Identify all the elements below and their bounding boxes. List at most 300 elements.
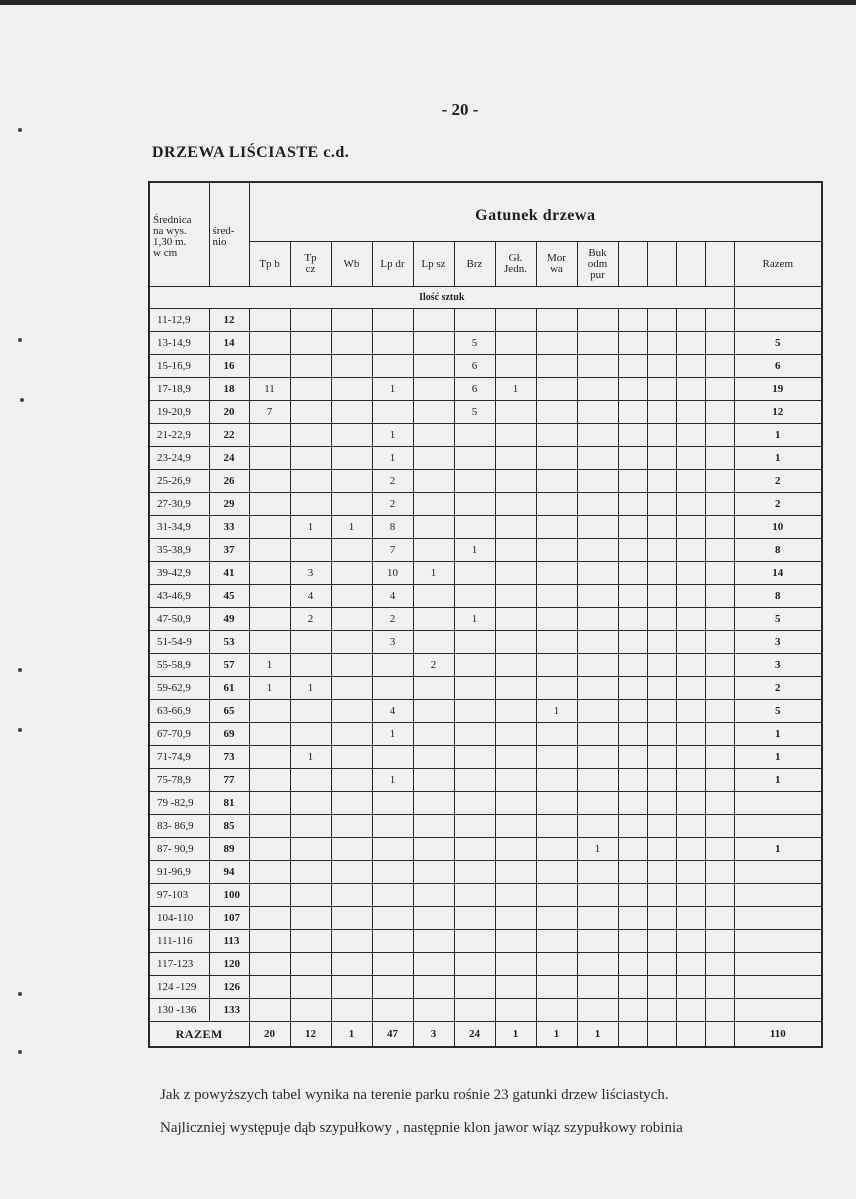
species-count: 1 bbox=[454, 539, 495, 562]
species-count bbox=[705, 309, 734, 332]
species-count bbox=[290, 424, 331, 447]
diameter-range: 67-70,9 bbox=[149, 723, 209, 746]
species-count bbox=[372, 654, 413, 677]
species-count: 1 bbox=[372, 769, 413, 792]
average-diameter: 12 bbox=[209, 309, 249, 332]
diameter-header-line: 1,30 m. bbox=[153, 235, 187, 248]
species-count: 1 bbox=[372, 378, 413, 401]
row-total bbox=[734, 792, 822, 815]
species-count: 1 bbox=[372, 723, 413, 746]
species-header bbox=[536, 242, 577, 287]
species-count bbox=[647, 723, 676, 746]
species-count: 8 bbox=[372, 516, 413, 539]
species-count bbox=[577, 700, 618, 723]
average-diameter: 133 bbox=[209, 999, 249, 1022]
species-count bbox=[705, 999, 734, 1022]
species-count bbox=[454, 723, 495, 746]
average-diameter: 100 bbox=[209, 884, 249, 907]
species-count bbox=[495, 493, 536, 516]
species-total bbox=[705, 1022, 734, 1048]
species-count bbox=[705, 677, 734, 700]
species-count bbox=[331, 631, 372, 654]
species-count bbox=[454, 746, 495, 769]
species-count: 2 bbox=[372, 493, 413, 516]
species-count bbox=[676, 539, 705, 562]
row-total: 2 bbox=[734, 493, 822, 516]
species-count bbox=[705, 539, 734, 562]
species-count bbox=[577, 631, 618, 654]
species-count bbox=[705, 700, 734, 723]
species-count bbox=[290, 815, 331, 838]
species-count bbox=[536, 401, 577, 424]
diameter-range: 55-58,9 bbox=[149, 654, 209, 677]
species-count bbox=[647, 746, 676, 769]
species-header-line: odm bbox=[587, 257, 608, 270]
species-count bbox=[413, 792, 454, 815]
average-diameter: 45 bbox=[209, 585, 249, 608]
species-count bbox=[647, 562, 676, 585]
species-count bbox=[495, 332, 536, 355]
species-count bbox=[618, 861, 647, 884]
species-header bbox=[249, 242, 290, 287]
diameter-range: 79 -82,9 bbox=[149, 792, 209, 815]
species-count: 1 bbox=[249, 677, 290, 700]
species-count bbox=[705, 447, 734, 470]
species-count: 2 bbox=[413, 654, 454, 677]
row-total: 8 bbox=[734, 585, 822, 608]
species-count bbox=[495, 999, 536, 1022]
species-count: 7 bbox=[372, 539, 413, 562]
species-count bbox=[577, 332, 618, 355]
diameter-range: 91-96,9 bbox=[149, 861, 209, 884]
species-count bbox=[249, 332, 290, 355]
species-count bbox=[290, 309, 331, 332]
species-count bbox=[454, 999, 495, 1022]
species-count bbox=[454, 861, 495, 884]
table-row bbox=[149, 424, 822, 447]
average-diameter: 22 bbox=[209, 424, 249, 447]
species-count bbox=[618, 539, 647, 562]
diameter-range: 51-54-9 bbox=[149, 631, 209, 654]
species-total: 12 bbox=[290, 1022, 331, 1048]
species-count bbox=[454, 447, 495, 470]
species-count bbox=[676, 447, 705, 470]
table-row bbox=[149, 792, 822, 815]
species-count bbox=[495, 700, 536, 723]
average-header bbox=[209, 182, 249, 287]
scan-speck bbox=[18, 1050, 22, 1054]
table-row bbox=[149, 677, 822, 700]
row-total bbox=[734, 861, 822, 884]
species-count bbox=[413, 953, 454, 976]
species-count bbox=[536, 493, 577, 516]
species-count bbox=[331, 700, 372, 723]
species-count bbox=[372, 815, 413, 838]
species-count bbox=[536, 838, 577, 861]
species-count: 7 bbox=[249, 401, 290, 424]
species-header bbox=[577, 242, 618, 287]
species-count bbox=[495, 677, 536, 700]
average-diameter: 26 bbox=[209, 470, 249, 493]
species-count bbox=[290, 378, 331, 401]
species-count: 1 bbox=[372, 447, 413, 470]
table-row bbox=[149, 930, 822, 953]
species-count bbox=[331, 861, 372, 884]
species-count bbox=[413, 608, 454, 631]
average-diameter: 33 bbox=[209, 516, 249, 539]
species-count bbox=[705, 746, 734, 769]
species-count bbox=[705, 907, 734, 930]
species-count bbox=[249, 539, 290, 562]
species-count bbox=[290, 355, 331, 378]
diameter-range: 21-22,9 bbox=[149, 424, 209, 447]
species-count bbox=[249, 631, 290, 654]
species-count bbox=[676, 930, 705, 953]
row-total: 3 bbox=[734, 654, 822, 677]
species-count bbox=[705, 378, 734, 401]
average-diameter: 81 bbox=[209, 792, 249, 815]
species-count bbox=[577, 884, 618, 907]
species-count: 4 bbox=[372, 700, 413, 723]
row-total bbox=[734, 815, 822, 838]
species-count bbox=[536, 332, 577, 355]
species-count bbox=[249, 608, 290, 631]
species-header-line: Lp sz bbox=[421, 257, 446, 270]
species-count bbox=[495, 585, 536, 608]
species-count bbox=[249, 585, 290, 608]
species-count bbox=[577, 355, 618, 378]
species-count bbox=[676, 470, 705, 493]
species-count bbox=[577, 999, 618, 1022]
species-count bbox=[647, 930, 676, 953]
species-count bbox=[705, 631, 734, 654]
grand-total: 110 bbox=[734, 1022, 822, 1048]
species-count bbox=[536, 424, 577, 447]
species-header-line: Brz bbox=[466, 257, 483, 270]
diameter-range: 104-110 bbox=[149, 907, 209, 930]
species-count bbox=[331, 401, 372, 424]
species-total: 47 bbox=[372, 1022, 413, 1048]
species-count bbox=[618, 608, 647, 631]
species-count bbox=[495, 907, 536, 930]
row-total: 14 bbox=[734, 562, 822, 585]
species-count bbox=[647, 769, 676, 792]
species-count bbox=[536, 608, 577, 631]
species-count bbox=[647, 677, 676, 700]
species-count bbox=[290, 470, 331, 493]
species-count bbox=[249, 746, 290, 769]
scan-speck bbox=[18, 338, 22, 342]
species-count bbox=[676, 562, 705, 585]
species-count: 1 bbox=[413, 562, 454, 585]
average-diameter: 41 bbox=[209, 562, 249, 585]
species-count bbox=[495, 792, 536, 815]
diameter-range: 13-14,9 bbox=[149, 332, 209, 355]
species-count bbox=[647, 355, 676, 378]
species-count bbox=[618, 378, 647, 401]
species-count bbox=[676, 355, 705, 378]
footer-line-2: Najliczniej występuje dąb szypułkowy , następnie klon jawor wiąz szypułkowy robinia bbox=[160, 1120, 683, 1136]
average-diameter: 94 bbox=[209, 861, 249, 884]
species-count bbox=[331, 792, 372, 815]
species-count bbox=[536, 585, 577, 608]
species-count bbox=[536, 907, 577, 930]
total-header: Razem bbox=[734, 242, 822, 287]
table-row bbox=[149, 470, 822, 493]
average-diameter: 89 bbox=[209, 838, 249, 861]
row-total: 2 bbox=[734, 677, 822, 700]
diameter-range: 25-26,9 bbox=[149, 470, 209, 493]
species-count bbox=[536, 746, 577, 769]
species-count bbox=[290, 884, 331, 907]
species-count bbox=[290, 953, 331, 976]
species-count bbox=[647, 332, 676, 355]
species-count bbox=[413, 930, 454, 953]
species-count bbox=[676, 378, 705, 401]
species-count bbox=[372, 838, 413, 861]
table-row bbox=[149, 355, 822, 378]
species-count bbox=[618, 746, 647, 769]
species-count bbox=[454, 769, 495, 792]
species-count bbox=[577, 539, 618, 562]
species-count bbox=[331, 562, 372, 585]
species-count bbox=[413, 769, 454, 792]
average-diameter: 49 bbox=[209, 608, 249, 631]
species-count bbox=[618, 470, 647, 493]
species-count bbox=[705, 792, 734, 815]
species-count bbox=[290, 792, 331, 815]
species-count bbox=[372, 309, 413, 332]
species-count bbox=[372, 746, 413, 769]
species-count bbox=[577, 723, 618, 746]
species-count bbox=[676, 493, 705, 516]
table-row bbox=[149, 953, 822, 976]
species-group-header: Gatunek drzewa bbox=[249, 182, 822, 242]
species-total: 1 bbox=[536, 1022, 577, 1048]
species-count: 1 bbox=[290, 677, 331, 700]
species-count: 1 bbox=[454, 608, 495, 631]
species-count bbox=[249, 769, 290, 792]
average-diameter: 107 bbox=[209, 907, 249, 930]
species-count: 1 bbox=[372, 424, 413, 447]
species-count bbox=[705, 562, 734, 585]
species-count bbox=[676, 999, 705, 1022]
species-count bbox=[249, 424, 290, 447]
species-count bbox=[618, 769, 647, 792]
species-count bbox=[331, 608, 372, 631]
species-count bbox=[577, 746, 618, 769]
species-count bbox=[372, 792, 413, 815]
scan-speck bbox=[20, 398, 24, 402]
species-count bbox=[705, 585, 734, 608]
diameter-range: 27-30,9 bbox=[149, 493, 209, 516]
species-count bbox=[647, 838, 676, 861]
diameter-range: 71-74,9 bbox=[149, 746, 209, 769]
table-row bbox=[149, 907, 822, 930]
species-count bbox=[647, 999, 676, 1022]
species-count bbox=[705, 654, 734, 677]
species-count bbox=[536, 815, 577, 838]
species-count bbox=[577, 930, 618, 953]
species-count bbox=[676, 769, 705, 792]
tree-count-table bbox=[148, 181, 823, 1048]
species-count bbox=[577, 654, 618, 677]
species-count bbox=[413, 723, 454, 746]
species-count bbox=[331, 378, 372, 401]
species-header-line: Tp bbox=[304, 252, 317, 264]
species-count: 3 bbox=[372, 631, 413, 654]
row-total bbox=[734, 930, 822, 953]
row-total: 1 bbox=[734, 838, 822, 861]
species-count bbox=[618, 976, 647, 999]
species-count bbox=[372, 332, 413, 355]
species-count bbox=[413, 493, 454, 516]
count-unit-header: Ilość sztuk bbox=[149, 287, 734, 309]
page-number: - 20 - bbox=[441, 100, 479, 119]
species-count bbox=[618, 815, 647, 838]
species-count bbox=[577, 401, 618, 424]
species-count bbox=[413, 631, 454, 654]
species-count bbox=[536, 930, 577, 953]
row-total: 10 bbox=[734, 516, 822, 539]
species-count bbox=[705, 815, 734, 838]
species-count bbox=[413, 677, 454, 700]
species-count bbox=[495, 447, 536, 470]
species-count bbox=[705, 332, 734, 355]
species-count bbox=[372, 677, 413, 700]
species-count bbox=[536, 654, 577, 677]
species-count bbox=[413, 539, 454, 562]
species-count bbox=[413, 401, 454, 424]
species-count bbox=[495, 608, 536, 631]
diameter-range: 47-50,9 bbox=[149, 608, 209, 631]
average-diameter: 65 bbox=[209, 700, 249, 723]
species-count bbox=[536, 792, 577, 815]
species-count bbox=[372, 355, 413, 378]
diameter-range: 39-42,9 bbox=[149, 562, 209, 585]
species-count bbox=[290, 861, 331, 884]
species-header-line: Mor bbox=[547, 252, 566, 264]
species-count bbox=[536, 309, 577, 332]
species-count bbox=[249, 516, 290, 539]
diameter-range: 130 -136 bbox=[149, 999, 209, 1022]
species-count bbox=[249, 953, 290, 976]
average-diameter: 126 bbox=[209, 976, 249, 999]
species-count bbox=[618, 355, 647, 378]
row-total bbox=[734, 953, 822, 976]
species-count: 4 bbox=[290, 585, 331, 608]
species-count bbox=[290, 493, 331, 516]
species-count bbox=[618, 930, 647, 953]
species-count bbox=[647, 447, 676, 470]
species-count bbox=[413, 884, 454, 907]
species-count bbox=[618, 516, 647, 539]
species-header-line: Buk bbox=[588, 246, 607, 259]
row-total bbox=[734, 999, 822, 1022]
row-total: 5 bbox=[734, 608, 822, 631]
species-count bbox=[372, 976, 413, 999]
species-count bbox=[676, 861, 705, 884]
species-count bbox=[676, 677, 705, 700]
species-header bbox=[372, 242, 413, 287]
species-count bbox=[618, 700, 647, 723]
species-count bbox=[495, 930, 536, 953]
species-count bbox=[536, 884, 577, 907]
species-count bbox=[372, 953, 413, 976]
row-total: 2 bbox=[734, 470, 822, 493]
species-count bbox=[249, 355, 290, 378]
species-count bbox=[331, 953, 372, 976]
species-header bbox=[618, 242, 647, 287]
species-count bbox=[577, 562, 618, 585]
species-count bbox=[454, 792, 495, 815]
average-diameter: 85 bbox=[209, 815, 249, 838]
diameter-range: 97-103 bbox=[149, 884, 209, 907]
species-count bbox=[536, 861, 577, 884]
row-total: 6 bbox=[734, 355, 822, 378]
species-count bbox=[372, 401, 413, 424]
species-header bbox=[290, 242, 331, 287]
species-count bbox=[536, 355, 577, 378]
species-count bbox=[495, 884, 536, 907]
average-diameter: 18 bbox=[209, 378, 249, 401]
average-diameter: 113 bbox=[209, 930, 249, 953]
species-count bbox=[413, 309, 454, 332]
species-count bbox=[618, 884, 647, 907]
average-diameter: 69 bbox=[209, 723, 249, 746]
species-count bbox=[249, 792, 290, 815]
diameter-range: 31-34,9 bbox=[149, 516, 209, 539]
species-count bbox=[495, 838, 536, 861]
species-count bbox=[454, 493, 495, 516]
species-count bbox=[495, 953, 536, 976]
species-count: 2 bbox=[290, 608, 331, 631]
table-row bbox=[149, 493, 822, 516]
species-count bbox=[290, 976, 331, 999]
row-total: 1 bbox=[734, 769, 822, 792]
species-count bbox=[331, 746, 372, 769]
species-count bbox=[577, 493, 618, 516]
species-count bbox=[413, 355, 454, 378]
species-header-line: Lp dr bbox=[380, 257, 405, 270]
species-count bbox=[647, 470, 676, 493]
species-count bbox=[372, 884, 413, 907]
table-row bbox=[149, 723, 822, 746]
table-row bbox=[149, 332, 822, 355]
species-count bbox=[454, 953, 495, 976]
species-count bbox=[454, 884, 495, 907]
species-count: 1 bbox=[577, 838, 618, 861]
species-header-line: Wb bbox=[343, 257, 360, 270]
species-count bbox=[331, 838, 372, 861]
table-row bbox=[149, 608, 822, 631]
table-row bbox=[149, 861, 822, 884]
species-count bbox=[676, 654, 705, 677]
species-count bbox=[705, 470, 734, 493]
species-count bbox=[618, 401, 647, 424]
species-count bbox=[647, 516, 676, 539]
species-count bbox=[577, 677, 618, 700]
species-count bbox=[249, 447, 290, 470]
species-count bbox=[290, 907, 331, 930]
diameter-range: 15-16,9 bbox=[149, 355, 209, 378]
average-diameter: 24 bbox=[209, 447, 249, 470]
species-count bbox=[454, 930, 495, 953]
species-count bbox=[495, 562, 536, 585]
species-count bbox=[676, 907, 705, 930]
row-total: 5 bbox=[734, 332, 822, 355]
species-count bbox=[705, 516, 734, 539]
